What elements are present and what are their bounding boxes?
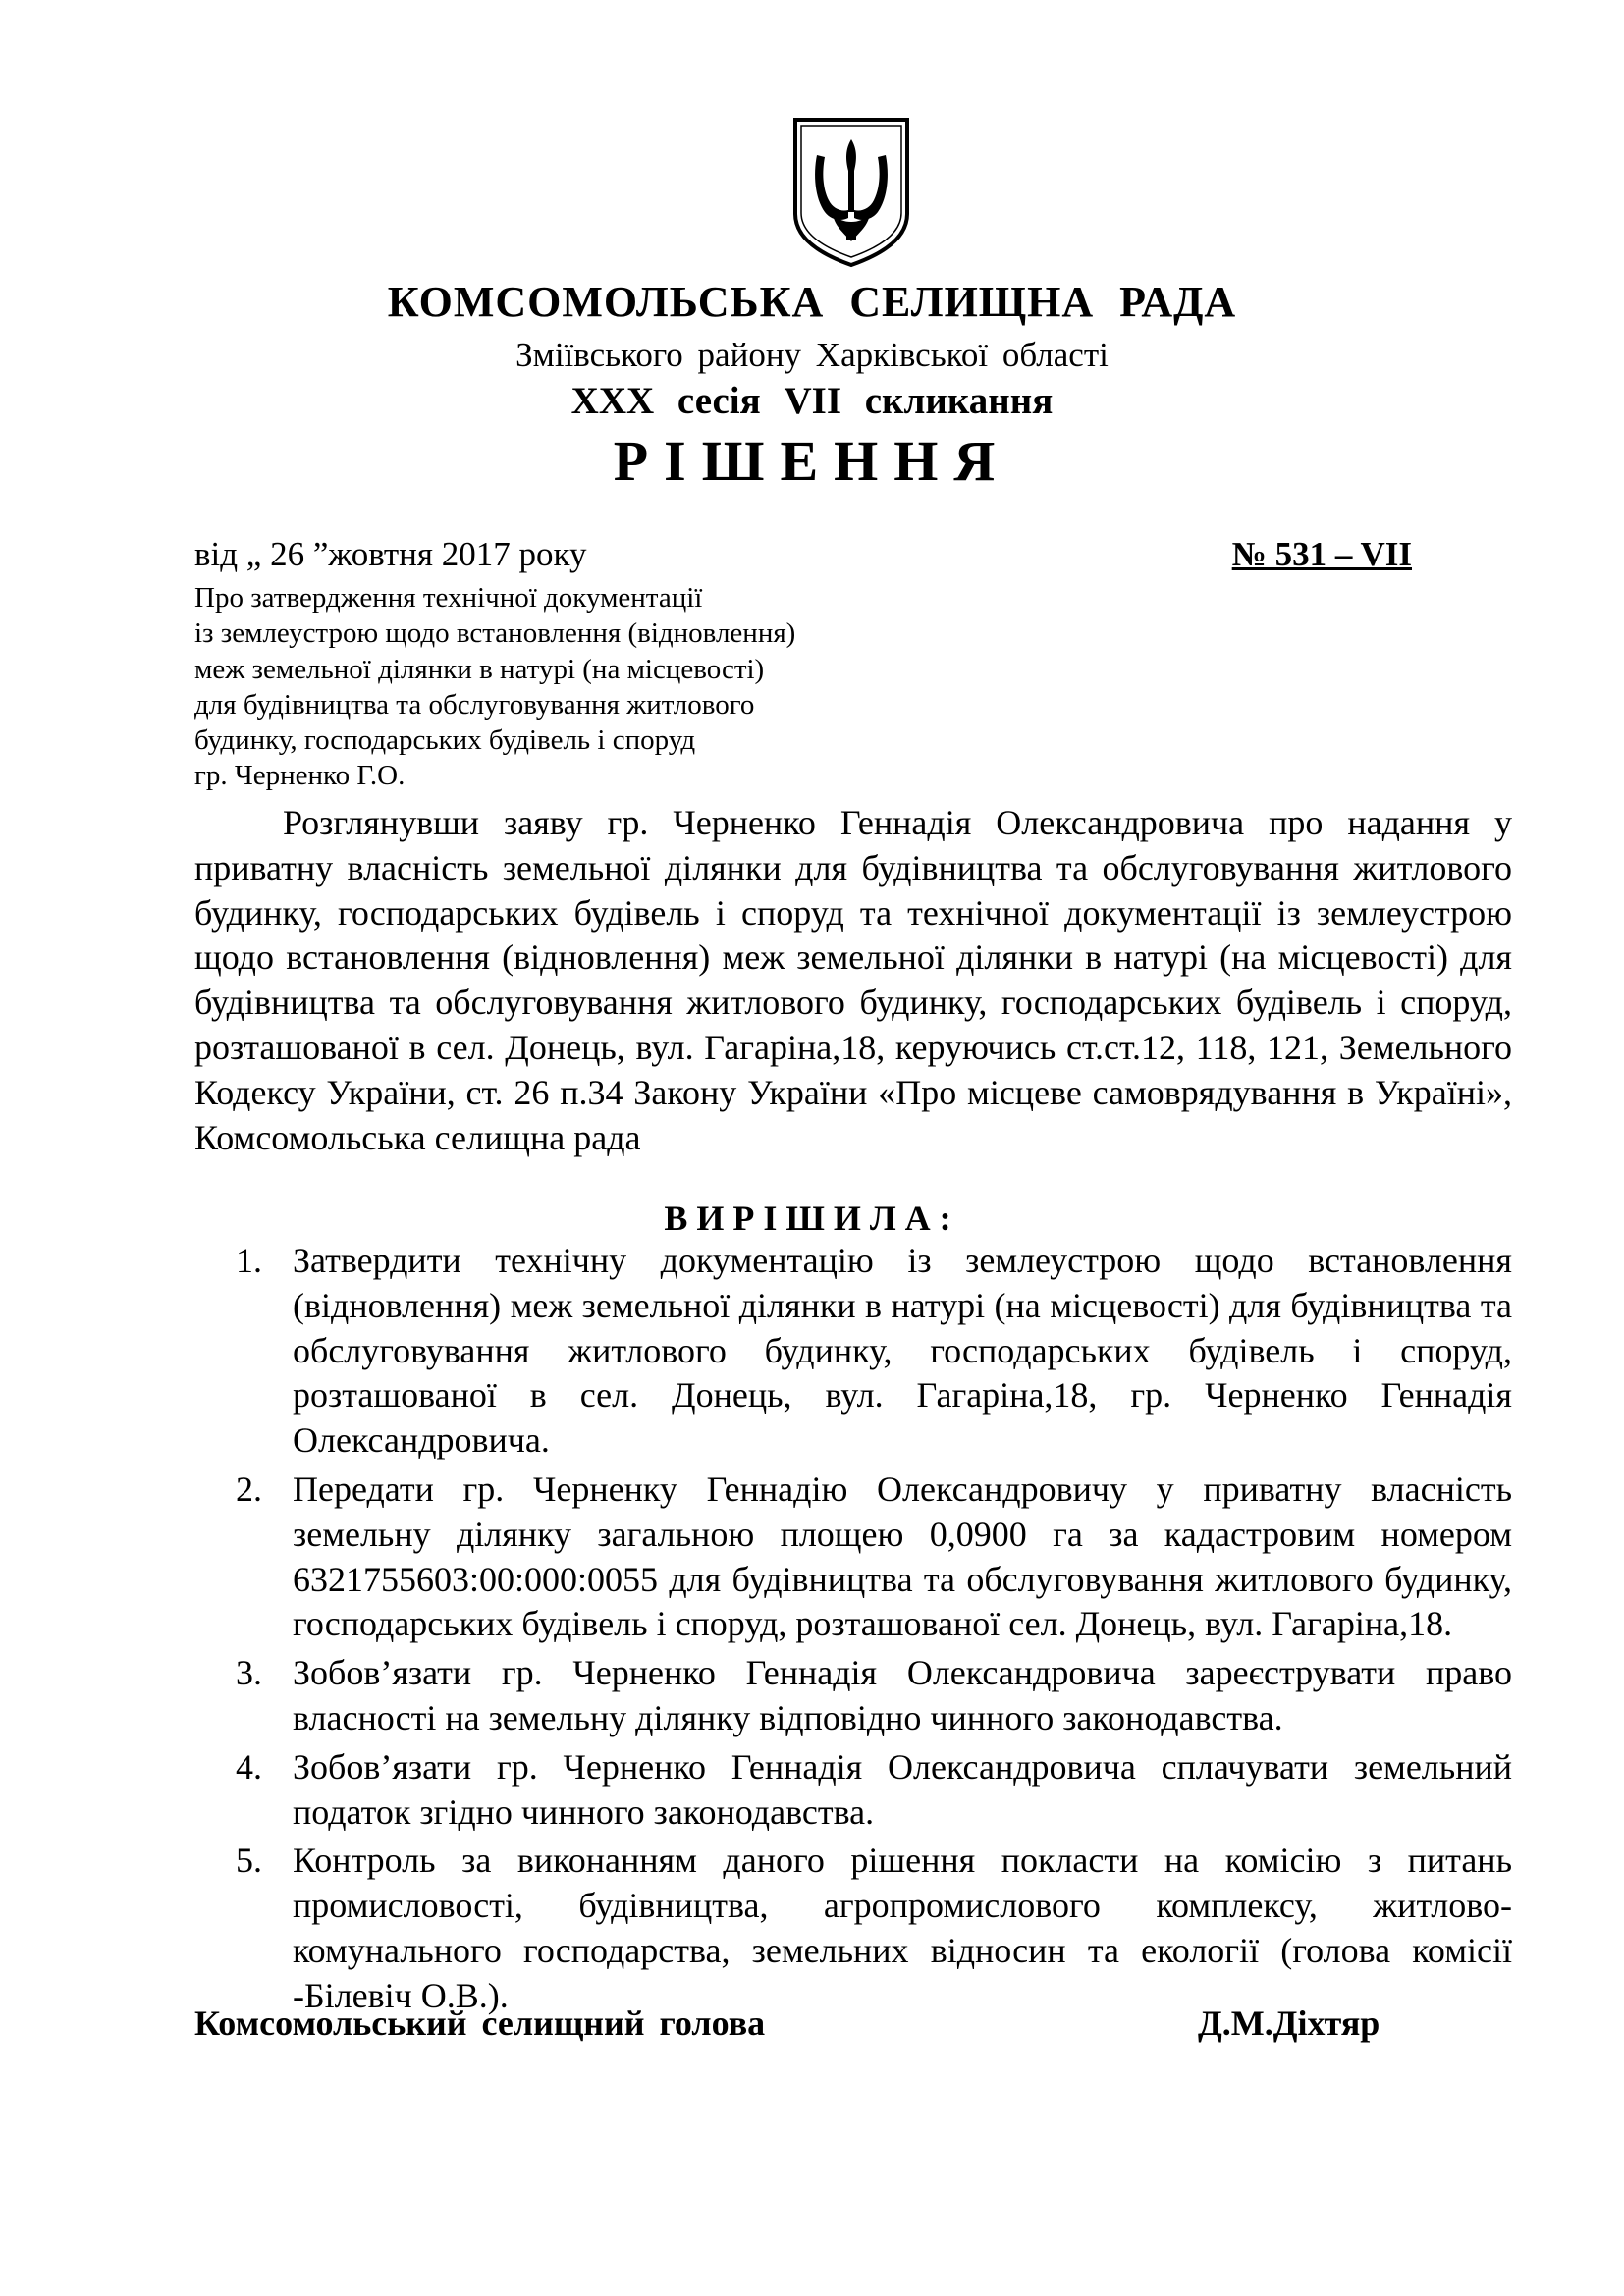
document-title: РІШЕННЯ: [613, 429, 1011, 493]
item-text: Затвердити технічну документацію із землеустрою щодо встановлення (відновлення) меж земельної ділянки в натурі (на місцевості) для будівництва та обслуговування житлового будинку, господарських будівель і споруд, розташованої в сел. Донець, вул. Гагаріна,18, гр. Черненко Геннадія Олександровича.: [293, 1241, 1512, 1461]
organization-name: КОМСОМОЛЬСЬКА СЕЛИЩНА РАДА: [387, 278, 1237, 326]
item-number: 1.: [236, 1241, 262, 1280]
list-item: [236, 1839, 1512, 2018]
resolved-heading: ВИРІШИЛА:: [664, 1199, 960, 1238]
item-text: Зобов’язати гр. Черненко Геннадія Олександровича сплачувати земельний податок згідно чинного законодавства.: [293, 1746, 1512, 1832]
list-item: [236, 1651, 1512, 1741]
subject-line: меж земельної ділянки в натурі (на місцевості): [194, 653, 765, 685]
subject-line: Про затвердження технічної документації: [194, 582, 703, 614]
subject-line: будинку, господарських будівель і споруд: [194, 724, 696, 757]
item-number: 5.: [236, 1841, 262, 1881]
decision-number: № 531 – VII: [1231, 535, 1412, 573]
item-number: 3.: [236, 1653, 262, 1693]
signature-title: Комсомольський селищний голова: [194, 2003, 766, 2043]
preamble-paragraph: Розглянувши заяву гр. Черненко Геннадія Олександровича про надання у приватну власність земельної ділянки для будівництва та обслуговування житлового будинку, господарських будівель і споруд та технічної документації із землеустрою щодо встановлення (відновлення) меж земельної ділянки в натурі (на місцевості) для будівництва та обслуговування житлового будинку, господарських будівель і споруд, розташованої в сел. Донець, вул. Гагаріна,18, керуючись ст.ст.12, 118, 121, Земельного Кодексу України, ст. 26 п.34 Закону України «Про місцеве самоврядування в Україні», Комсомольська селищна рада: [194, 803, 1512, 1157]
list-item: [236, 1239, 1512, 1464]
subject-line: із землеустрою щодо встановлення (відновлення): [194, 617, 796, 650]
list-item: [236, 1745, 1512, 1836]
session-info: XXX сесія VII скликання: [570, 380, 1054, 422]
subject-line: гр. Черненко Г.О.: [194, 760, 406, 792]
decision-items-list: [236, 1239, 1512, 2023]
list-item: [236, 1468, 1512, 1647]
signature-name: Д.М.Діхтяр: [1198, 2003, 1380, 2043]
subject-line: для будівництва та обслуговування житлового: [194, 688, 755, 721]
item-number: 2.: [236, 1468, 262, 1509]
trident-coat-of-arms-icon: [789, 116, 913, 269]
item-text: Зобов’язати гр. Черненко Геннадія Олександровича зареєструвати право власності на земельну ділянку відповідно чинного законодавства.: [293, 1653, 1512, 1737]
item-number: 4.: [236, 1746, 262, 1787]
decision-subject: [194, 580, 941, 794]
item-text: Передати гр. Черненку Геннадію Олександровичу у приватну власність земельну ділянку загальною площею 0,0900 га за кадастровим номером 6321755603:00:000:0055 для будівництва та обслуговування житлового будинку, господарських будівель і споруд, розташованої сел. Донець, вул. Гагаріна,18.: [293, 1468, 1512, 1644]
district-name: Зміївського району Харківської області: [515, 336, 1109, 374]
item-text: Контроль за виконанням даного рішення покласти на комісію з питань промисловості, будівництва, агропромислового комплексу, житлово-комунального господарства, земельних відносин та екології (голова комісії -Білевіч О.В.).: [293, 1841, 1512, 2015]
decision-date: від „ 26 ”жовтня 2017 року: [194, 535, 587, 573]
